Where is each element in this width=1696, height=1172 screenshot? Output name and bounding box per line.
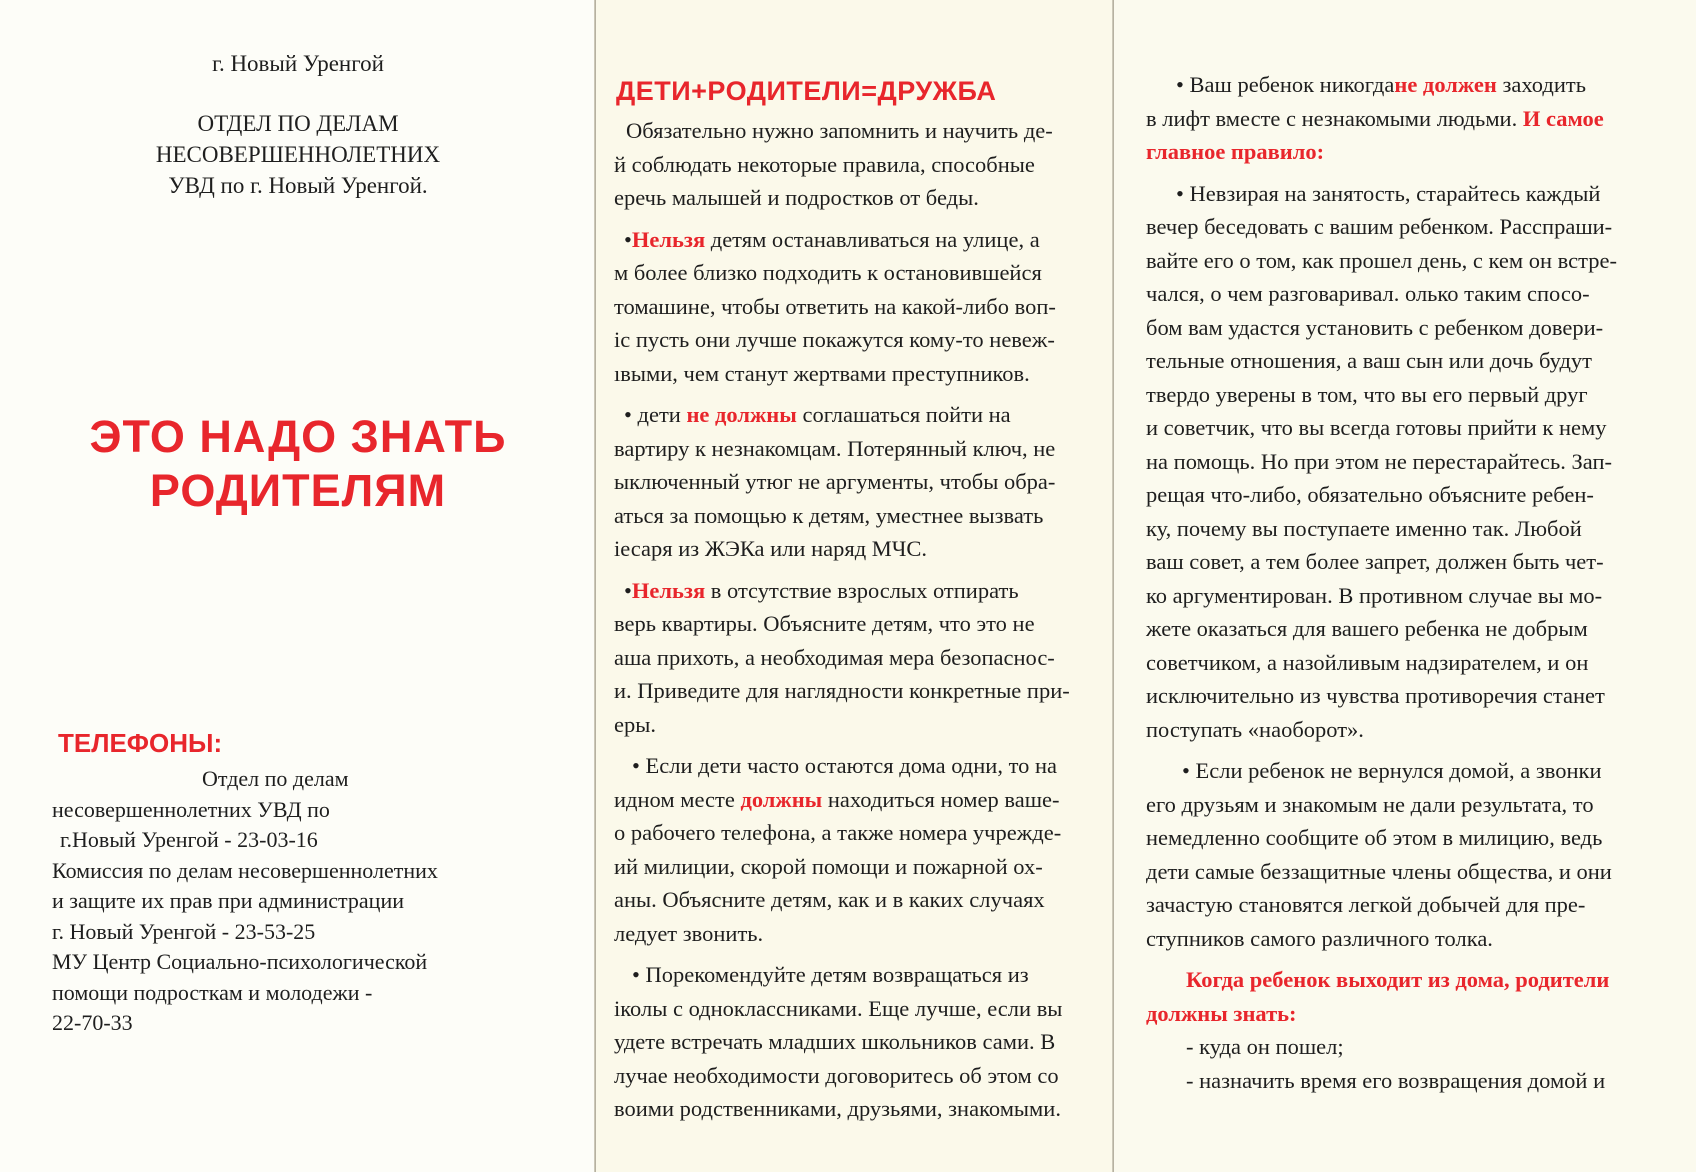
rule-5-line: воими родственниками, друзьями, знакомыми. bbox=[614, 1096, 1061, 1121]
rule-4-first-line bbox=[614, 749, 1092, 783]
intro-line: й соблюдать некоторые правила, способные bbox=[614, 151, 1035, 177]
top-line bbox=[1146, 68, 1666, 102]
rule-2-line: аться за помощью к детям, уместнее вызвать bbox=[614, 502, 1044, 528]
phone-line: 22-70-33 bbox=[52, 1010, 133, 1035]
rule-3-line: еры. bbox=[614, 711, 656, 737]
rule-2-pre: дети bbox=[631, 402, 687, 427]
rule-4-line: о рабочего телефона, а также номера учрежде- bbox=[614, 820, 1062, 845]
para-1-text: Невзирая на занятость, старайтесь каждый bbox=[1183, 180, 1601, 206]
rule-4-post: находиться номер ваше- bbox=[822, 786, 1060, 812]
rule-2-line: іесаря из ЖЭКа или наряд МЧС. bbox=[614, 536, 928, 561]
rule-2-text: соглашаться пойти на bbox=[796, 402, 1011, 427]
rules-text bbox=[614, 114, 1092, 1126]
rule-1-line: томашине, чтобы ответить на какой-либо воп- bbox=[614, 293, 1056, 319]
phones-list bbox=[52, 764, 438, 1039]
para-2-line: дети самые беззащитные члены общества, и они bbox=[1146, 858, 1612, 884]
rule-5-line: удете встречать младших школьников сами. В bbox=[614, 1029, 1056, 1054]
rule-1-text: детям останавливаться на улице, а bbox=[705, 226, 1040, 252]
rule-1-line: ıвыми, чем станут жертвами преступников. bbox=[614, 360, 1030, 386]
para-1-line: исключительно из чувства противоречия станет bbox=[1146, 683, 1605, 708]
para-1-line: советчиком, а назойливым надзирателем, и он bbox=[1146, 649, 1589, 675]
top-post: заходить bbox=[1496, 72, 1586, 97]
rule-2-keyword: не должны bbox=[686, 402, 797, 427]
rule-4-pre: идном месте bbox=[614, 786, 741, 812]
red-tail-line1: Когда ребенок выходит из дома, родители bbox=[1186, 967, 1610, 992]
rule-2-first-line bbox=[614, 398, 1092, 432]
bullet: • bbox=[1182, 758, 1190, 783]
rule-3-keyword: Нельзя bbox=[631, 577, 706, 603]
dept-line: НЕСОВЕРШЕННОЛЕТНИХ bbox=[155, 142, 441, 167]
bullet: • bbox=[624, 402, 632, 427]
top-keyword: не должен bbox=[1394, 72, 1497, 97]
rule-5-line: іколы с одноклассниками. Еще лучше, если вы bbox=[614, 995, 1063, 1021]
rule-3-line: верь квартиры. Объясните детям, что это не bbox=[614, 611, 1035, 636]
para-1-line: ваш совет, а тем более запрет, должен быть чет- bbox=[1146, 549, 1604, 574]
para-1-line: ко аргументирован. В противном случае вы мо- bbox=[1146, 582, 1603, 608]
para-1-line: рещая что-либо, обязательно объясните ребен- bbox=[1146, 482, 1594, 507]
bullet: • bbox=[624, 577, 632, 603]
bullet: • bbox=[1176, 180, 1184, 206]
rule-3-text: в отсутствие взрослых отпирать bbox=[705, 577, 1019, 603]
department-block bbox=[0, 108, 596, 201]
top-line2-text: в лифт вместе с незнакомыми людьми. bbox=[1146, 105, 1518, 131]
rule-5-text: Порекомендуйте детям возвращаться из bbox=[639, 962, 1029, 987]
top-pre: Ваш ребенок никогда bbox=[1183, 72, 1395, 97]
rule-3-first-line bbox=[614, 574, 1092, 608]
phone-line: г. Новый Уренгой - 23-53-25 bbox=[52, 918, 316, 944]
phones-heading: ТЕЛЕФОНЫ: bbox=[58, 728, 223, 758]
rule-1-first-line bbox=[614, 223, 1092, 257]
rule-1-line: іс пусть они лучше покажутся кому-то невеж- bbox=[614, 327, 1055, 352]
intro-line: Обязательно нужно запомнить и научить де- bbox=[626, 118, 1053, 143]
city-line: г. Новый Уренгой bbox=[212, 51, 384, 76]
para-1-line: чался, о чем разговаривал. олько таким спосо- bbox=[1146, 281, 1590, 306]
rules-panel bbox=[596, 0, 1114, 1172]
list-item: - куда он пошел; bbox=[1186, 1034, 1344, 1059]
bullet: • bbox=[624, 226, 632, 252]
bullet: • bbox=[1176, 72, 1184, 97]
phone-line: и защите их прав при администрации bbox=[52, 888, 404, 913]
para-1-line: жете оказаться для вашего ребенка не добрым bbox=[1146, 616, 1588, 641]
rule-4-keyword: должны bbox=[740, 786, 823, 812]
section-heading: ДЕТИ+РОДИТЕЛИ=ДРУЖБА bbox=[616, 76, 997, 106]
phone-line: МУ Центр Социально-психологической bbox=[52, 949, 428, 974]
top-red-tail: И самое bbox=[1517, 105, 1604, 131]
intro-line: еречь малышей и подростков от беды. bbox=[614, 185, 979, 210]
bullet: • bbox=[632, 962, 640, 987]
main-rule-label: главное правило: bbox=[1146, 139, 1325, 164]
para-1-line: и советчик, что вы всегда готовы прийти к нему bbox=[1146, 415, 1607, 440]
para-1-line: бом вам удастся установить с ребенком довери- bbox=[1146, 314, 1604, 340]
advice-panel bbox=[1114, 0, 1696, 1172]
rule-4-line: аны. Объясните детям, как и в каких случаях bbox=[614, 887, 1045, 912]
rule-4-second-line bbox=[614, 783, 1092, 817]
phone-line: помощи подросткам и молодежи - bbox=[52, 979, 373, 1005]
cover-panel bbox=[0, 0, 596, 1172]
rule-2-line: вартиру к незнакомцам. Потерянный ключ, не bbox=[614, 435, 1056, 461]
red-tail-line2: должны знать: bbox=[1146, 1000, 1297, 1026]
bullet: • bbox=[632, 753, 640, 778]
rule-3-line: аша прихоть, а необходимая мера безопаснос- bbox=[614, 644, 1055, 670]
advice-text bbox=[1146, 68, 1666, 1097]
phone-line: Отдел по делам bbox=[202, 766, 349, 791]
para-1-first bbox=[1146, 177, 1666, 211]
phone-line: Комиссия по делам несовершеннолетних bbox=[52, 857, 438, 883]
rule-4-line: ледует звонить. bbox=[614, 920, 764, 946]
main-title-line2: РОДИТЕЛЯМ bbox=[149, 465, 447, 516]
para-1-line: тельные отношения, а ваш сын или дочь будут bbox=[1146, 348, 1593, 373]
para-1-line: вечер беседовать с вашим ребенком. Расспраши- bbox=[1146, 214, 1613, 239]
para-2-line: его друзьям и знакомым не дали результата, то bbox=[1146, 791, 1594, 817]
para-2-line: зачастую становятся легкой добычей для пре- bbox=[1146, 892, 1586, 917]
phone-line: несовершеннолетних УВД по bbox=[52, 796, 330, 822]
para-2-line: ступников самого различного толка. bbox=[1146, 925, 1493, 951]
rule-4-text: Если дети часто остаются дома одни, то на bbox=[639, 753, 1058, 778]
para-2-line: немедленно сообщите об этом в милицию, ведь bbox=[1146, 825, 1603, 850]
para-1-line: ку, почему вы поступаете именно так. Любой bbox=[1146, 515, 1582, 541]
para-2-first bbox=[1146, 754, 1666, 788]
rule-3-line: и. Приведите для наглядности конкретные при- bbox=[614, 678, 1070, 703]
rule-5-first-line bbox=[614, 958, 1092, 992]
rule-4-line: ий милиции, скорой помощи и пожарной ох- bbox=[614, 853, 1043, 879]
para-1-line: вайте его о том, как прошел день, с кем он встре- bbox=[1146, 247, 1617, 273]
dept-line: ОТДЕЛ ПО ДЕЛАМ bbox=[197, 111, 399, 136]
para-2-text: Если ребенок не вернулся домой, а звонки bbox=[1189, 758, 1602, 783]
rule-1-keyword: Нельзя bbox=[631, 226, 706, 252]
para-1-line: на помощь. Но при этом не перестарайтесь. Зап- bbox=[1146, 448, 1613, 474]
dept-line: УВД по г. Новый Уренгой. bbox=[168, 173, 428, 198]
rule-1-line: м более близко подходить к остановившейся bbox=[614, 260, 1042, 285]
phone-line: г.Новый Уренгой - 23-03-16 bbox=[60, 827, 318, 852]
rule-2-line: ыключенный утюг не аргументы, чтобы обра- bbox=[614, 469, 1056, 494]
rule-5-line: лучае необходимости договоритесь об этом со bbox=[614, 1062, 1059, 1088]
para-1-line: поступать «наоборот». bbox=[1146, 716, 1364, 742]
main-title-line1: ЭТО НАДО ЗНАТЬ bbox=[89, 411, 507, 462]
top-line-2 bbox=[1146, 102, 1666, 136]
list-item: - назначить время его возвращения домой и bbox=[1186, 1067, 1606, 1093]
para-1-line: твердо уверены в том, что вы его первый друг bbox=[1146, 381, 1588, 407]
